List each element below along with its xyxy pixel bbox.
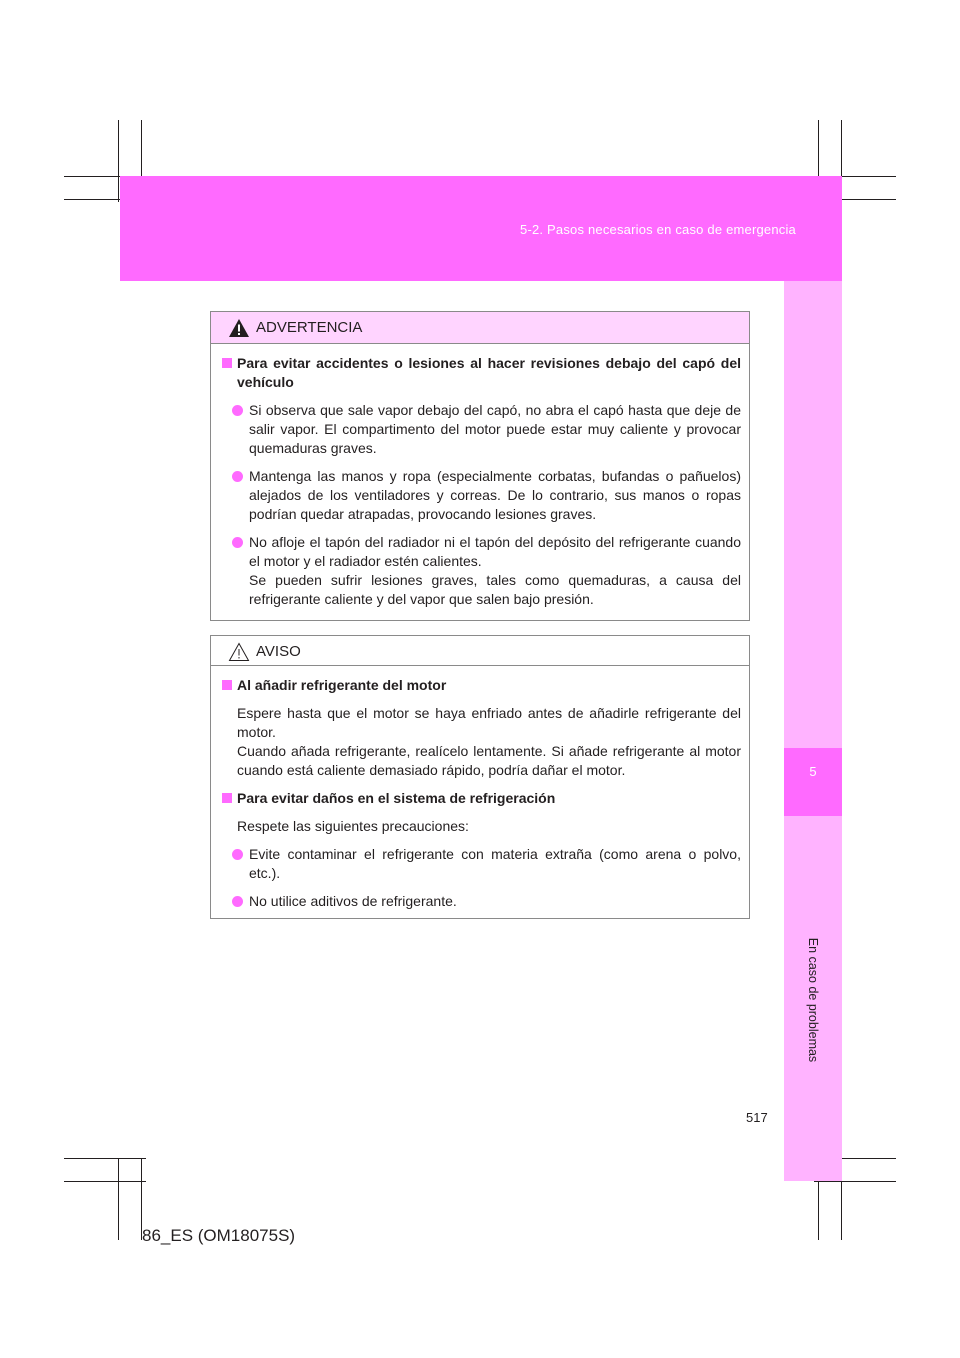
paragraph	[219, 704, 741, 780]
list-item	[219, 845, 741, 883]
list-item-text: Se pueden sufrir lesiones graves, tales como quemaduras, a causa del refrigerante caliente y del vapor que salen bajo presión.	[249, 572, 741, 607]
list-item	[219, 401, 741, 458]
caution-triangle-icon	[228, 642, 250, 662]
notice-heading	[219, 789, 741, 808]
notice-heading-text: Al añadir refrigerante del motor	[237, 677, 447, 693]
list-item	[219, 467, 741, 524]
round-bullet-icon	[232, 405, 243, 416]
crop-mark	[118, 120, 119, 202]
warning-heading	[219, 354, 741, 392]
round-bullet-icon	[232, 537, 243, 548]
notice-heading	[219, 676, 741, 695]
crop-mark	[814, 1181, 896, 1182]
warning-heading-text: Para evitar accidentes o lesiones al hacer revisiones debajo del capó del vehículo	[237, 355, 741, 390]
notice-title: AVISO	[256, 643, 301, 660]
list-item-text: No utilice aditivos de refrigerante.	[249, 893, 457, 909]
header-band	[120, 176, 842, 281]
paragraph: Respete las siguientes precauciones:	[237, 818, 469, 834]
chapter-number: 5	[784, 748, 842, 816]
list-item-text: Mantenga las manos y ropa (especialmente corbatas, bufandas o pañuelos) alejados de los ventiladores y correas. De lo contrario, sus manos o ropas podrían quedar atrapadas, provocando lesiones graves.	[249, 468, 741, 522]
square-bullet-icon	[222, 680, 232, 690]
warning-box	[210, 311, 750, 621]
warning-triangle-icon	[228, 318, 250, 338]
square-bullet-icon	[222, 358, 232, 368]
list-item	[219, 892, 741, 911]
document-code: 86_ES (OM18075S)	[142, 1226, 296, 1245]
notice-header	[211, 636, 749, 666]
paragraph-text: Cuando añada refrigerante, realícelo lentamente. Si añade refrigerante al motor cuando está caliente demasiado rápido, podría dañar el motor.	[237, 743, 741, 778]
round-bullet-icon	[232, 849, 243, 860]
notice-body	[211, 666, 749, 928]
page-number: 517	[746, 1110, 768, 1125]
warning-title: ADVERTENCIA	[256, 319, 363, 336]
round-bullet-icon	[232, 896, 243, 907]
warning-header	[211, 312, 749, 344]
paragraph-text: Espere hasta que el motor se haya enfriado antes de añadirle refrigerante del motor.	[237, 705, 741, 740]
section-title: 5-2. Pasos necesarios en caso de emergencia	[520, 222, 796, 237]
list-item-text: No afloje el tapón del radiador ni el tapón del depósito del refrigerante cuando el motor y el radiador estén calientes.	[249, 534, 741, 569]
notice-heading-text: Para evitar daños en el sistema de refrigeración	[237, 790, 556, 806]
warning-body	[211, 344, 749, 626]
notice-box	[210, 635, 750, 919]
list-item-text: Si observa que sale vapor debajo del capó, no abra el capó hasta que deje de salir vapor. El compartimento del motor puede estar muy caliente y provocar quemaduras graves.	[249, 402, 741, 456]
crop-mark	[64, 1158, 146, 1159]
crop-mark	[118, 1158, 119, 1240]
list-item	[219, 533, 741, 609]
crop-mark	[64, 1181, 146, 1182]
square-bullet-icon	[222, 793, 232, 803]
chapter-label: En caso de problemas	[806, 937, 820, 1063]
list-item-text: Evite contaminar el refrigerante con materia extraña (como arena o polvo, etc.).	[249, 846, 741, 881]
round-bullet-icon	[232, 471, 243, 482]
